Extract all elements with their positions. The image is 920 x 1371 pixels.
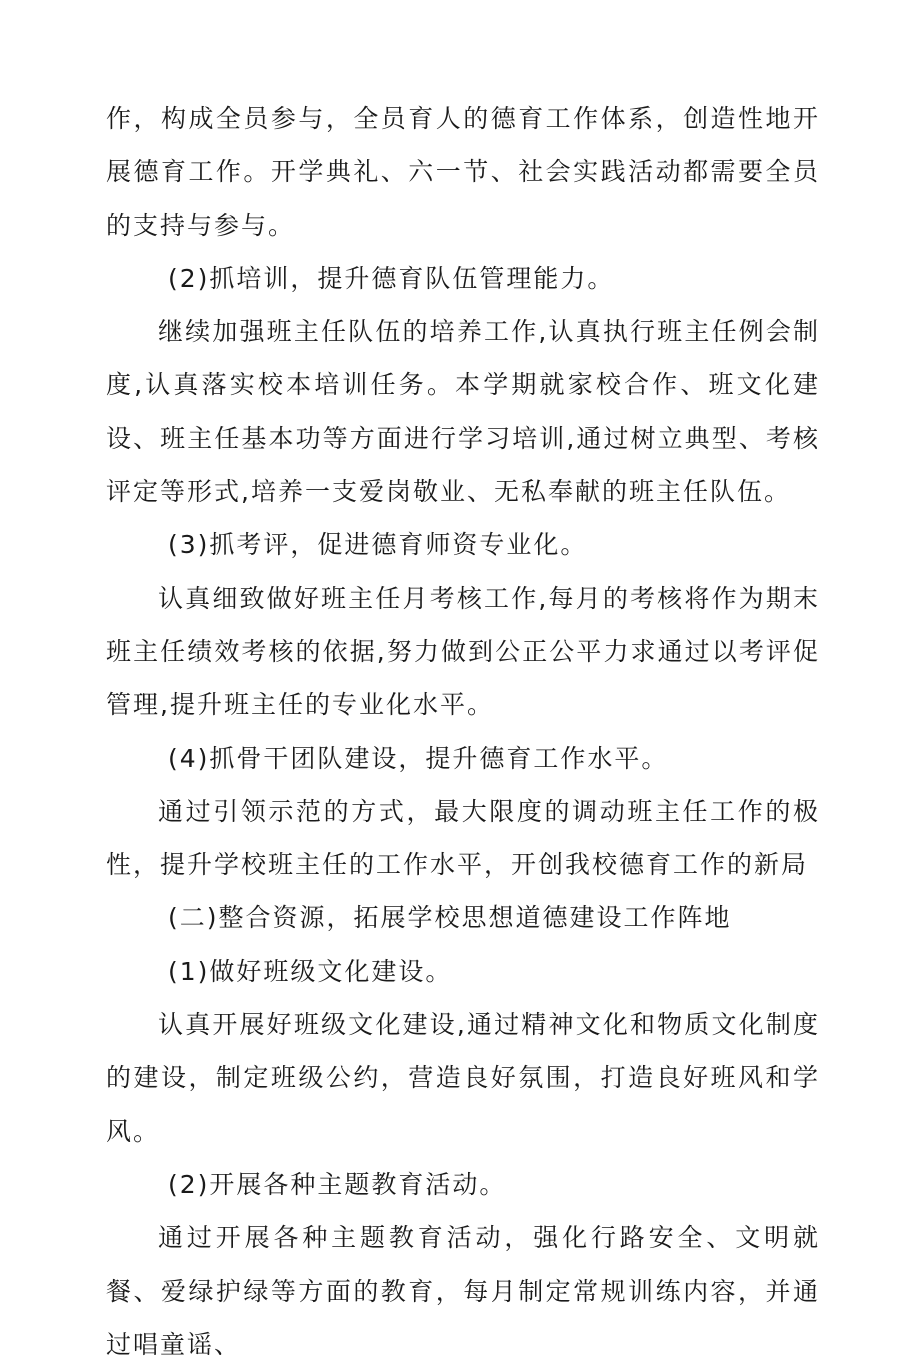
section-heading-team: (4)抓骨干团队建设，提升德育工作水平。 xyxy=(168,743,669,773)
section-heading-theme-activities: (2)开展各种主题教育活动。 xyxy=(168,1169,507,1199)
section-heading-training: (2)抓培训，提升德育队伍管理能力。 xyxy=(168,263,615,293)
paragraph-team: 通过引领示范的方式，最大限度的调动班主任工作的极性，提升学校班主任的工作水平，开创我校德育工作的新局 xyxy=(106,796,820,880)
paragraph-continuation: 作，构成全员参与，全员育人的德育工作体系，创造性地开展德育工作。开学典礼、六一节、社会实践活动都需要全员的支持与参与。 xyxy=(106,104,820,240)
document-body xyxy=(106,92,820,1371)
paragraph-evaluation: 认真细致做好班主任月考核工作,每月的考核将作为期末班主任绩效考核的依据,努力做到公正公平力求通过以考评促管理,提升班主任的专业化水平。 xyxy=(106,583,820,720)
section-heading-class-culture: (1)做好班级文化建设。 xyxy=(168,956,453,986)
paragraph-theme-activities: 通过开展各种主题教育活动，强化行路安全、文明就餐、爱绿护绿等方面的教育，每月制定常规训练内容，并通过唱童谣、 xyxy=(106,1223,820,1359)
section-heading-evaluation: (3)抓考评，促进德育师资专业化。 xyxy=(168,530,588,560)
paragraph-training: 继续加强班主任队伍的培养工作,认真执行班主任例会制度,认真落实校本培训任务。本学期就家校合作、班文化建设、班主任基本功等方面进行学习培训,通过树立典型、考核评定等形式,培养一支爱岗敬业、无私奉献的班主任队伍。 xyxy=(106,317,820,507)
paragraph-class-culture: 认真开展好班级文化建设,通过精神文化和物质文化制度的建设，制定班级公约，营造良好氛围，打造良好班风和学风。 xyxy=(106,1010,820,1146)
section-heading-resources: (二)整合资源，拓展学校思想道德建设工作阵地 xyxy=(168,903,732,933)
